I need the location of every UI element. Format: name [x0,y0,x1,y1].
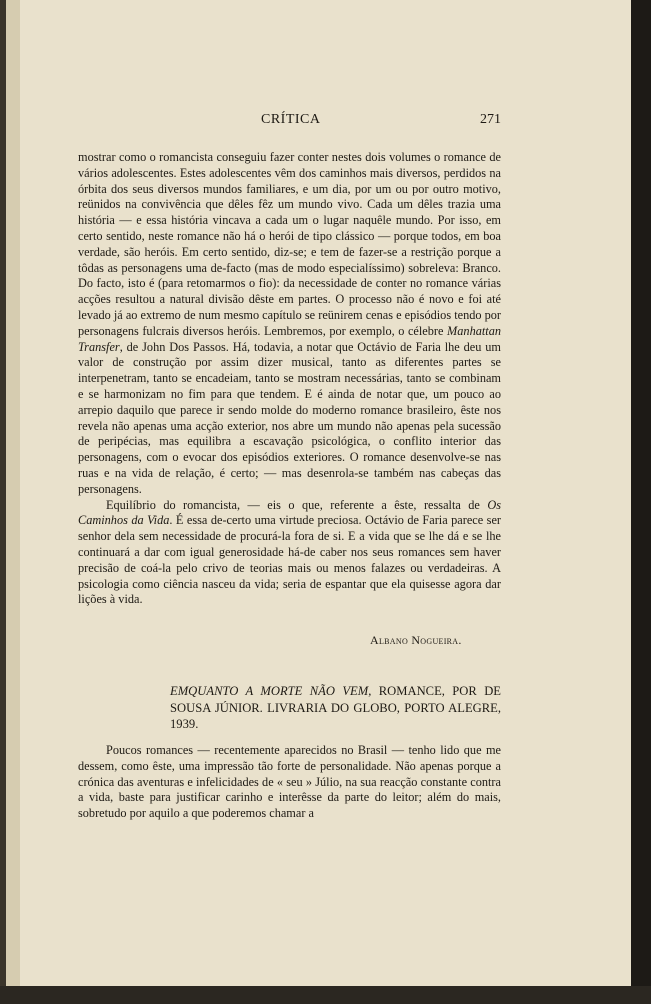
paragraph-text: Equilíbrio do romancista, — eis o que, referente a êste, ressalta de [106,497,480,512]
paragraph-text: mostrar como o romancista conseguiu fazer conter nestes dois volumes o romance de vários adolescentes. Estes adolescentes vêm dos caminhos mais diversos, perdidos na órbita dos seus diversos mundos familiares, e um dia, por um ou por outro motivo, reünidos na convivência que dêles fêz um mundo vivo. Cada um dêles trazia uma história — e essa história vincava a cada um o lugar naquêle mundo. Por isso, em certo sentido, neste romance não há o herói de tipo clássico — porque todos, em boa verdade, são heróis. Em certo sentido, diz-se; e tem de fazer-se a restrição porque a tôdas as personagens uma de-facto (mas de modo especialíssimo) sobreleva: Branco. Do facto, isto é (para retomarmos o fio): da necessidade de conter no romance várias acções resultou a natural divisão dêste em partes. O processo não é novo e foi até levado já ao extremo de num mesmo capítulo se reünirem cenas e episódios tendo por personagens fulcrais diversos heróis. Lembremos, por exemplo, o célebre [78,150,501,338]
scan-bottom-border [0,986,651,1004]
paragraph [78,498,501,609]
paragraph-text: , de John Dos Passos. Há, todavia, a notar que Octávio de Faria lhe deu um valor de construção por assim dizer musical, tanto as diferentes partes se interpenetram, tanto se encadeiam, tanto se mostram necessárias, tanto se combinam e se harmonizam no fim para que tendem. E é ainda de notar que, um pouco ao arrepio daquilo que parece ir sendo molde do moderno romance brasileiro, êste nos revela não apenas uma acção exterior, nos abre um mundo não apenas pela sucessão de peripécias, mas equilibra a escavação psicológica, o conflito interior das personagens, com o evocar dos episódios exteriores. O romance desenvolve-se nas ruas e na vida de relação, é certo; — mas desenrola-se também nas cabeças das personagens. [78,339,501,496]
scan-right-border [631,0,651,1004]
reviewed-book-details: ROMANCE, POR DE SOUSA JÚNIOR. LIVRARIA DO GLOBO, PORTO ALEGRE, 1939. [170,684,501,731]
paragraph-text: . É essa de-certo uma virtude preciosa. Octávio de Faria parece ser senhor dela sem necessidade de procurá-la fora de si. E a vida que se lhe dá e se lhe continuará a dar com igual generosidade há-de caber nos seus romances sem haver precisão de coá-la pelo crivo de teorias mais ou menos falazes ou verdadeiras. A psicologia como ciência nasceu da vida; seria de espantar que ela quisesse agora dar lições à vida. [78,513,501,607]
review-body [78,743,501,822]
page-header [20,112,631,130]
book-page [20,0,631,986]
paragraph [78,150,501,498]
scan-left-border [0,0,6,1004]
paragraph: Poucos romances — recentemente aparecidos no Brasil — tenho lido que me dessem, como êste, uma impressão tão forte de personalidade. Não apenas porque a crónica das aventuras e infelicidades de « seu » Júlio, na sua reacção constante contra a vida, baste para justificar carinho e interêsse da parte do leitor; além do mais, sobretudo por aquilo a que poderemos chamar a [78,743,501,821]
page-number: 271 [480,112,501,127]
review-heading [170,683,501,733]
book-title-italic: Os Caminhos da Vida [78,497,501,528]
reviewed-book-title: EMQUANTO A MORTE NÃO VEM, [170,684,372,698]
article-body [78,150,501,608]
book-title-italic: Manhattan Transfer [78,323,501,354]
author-signature: Albano Nogueira. [370,633,462,647]
running-head: CRÍTICA [261,112,321,127]
